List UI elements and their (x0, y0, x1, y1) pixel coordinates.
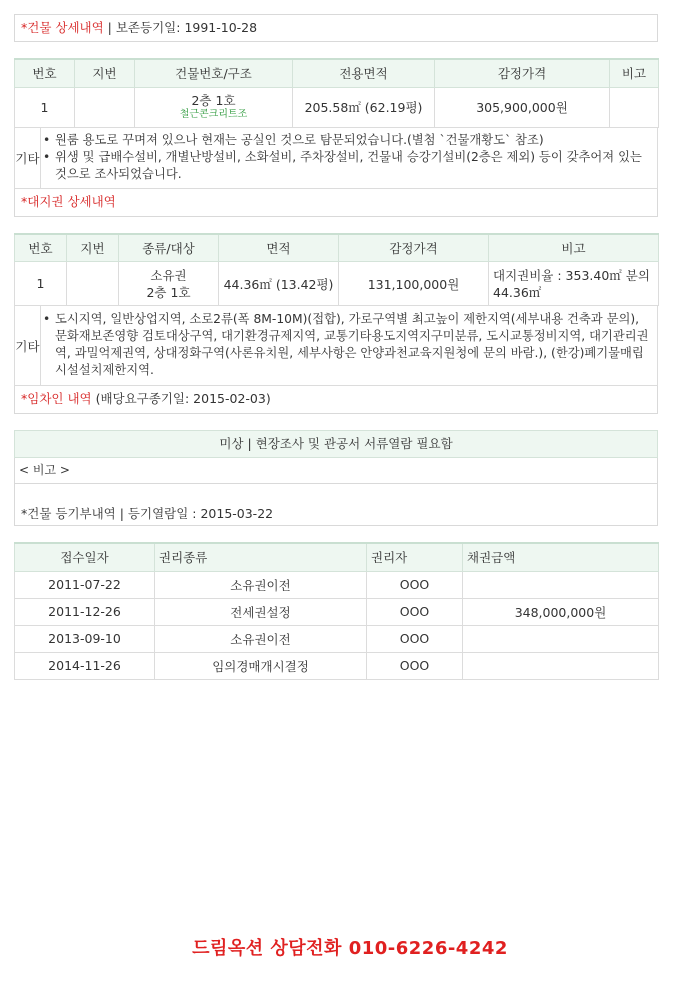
star-marker: * (21, 193, 28, 209)
cell-holder: OOO (367, 598, 463, 625)
cell-lot (75, 87, 135, 127)
cell-kind: 임의경매개시결정 (155, 652, 367, 679)
star-marker: * (21, 20, 28, 35)
etc-list (41, 306, 657, 385)
cell-date: 2011-07-22 (15, 571, 155, 598)
etc-label: 기타 (15, 128, 41, 188)
col-header-amount: 채권금액 (463, 543, 659, 571)
building-section-header (14, 14, 658, 42)
structure-text: 철근콘크리트조 (179, 109, 248, 120)
table-row (15, 625, 659, 652)
remark-label: < 비고 > (19, 463, 70, 477)
col-header-no: 번호 (15, 59, 75, 87)
col-header-area: 면적 (219, 234, 339, 262)
separator: | (115, 506, 128, 521)
registry-detail: 등기열람일 : 2015-03-22 (127, 506, 274, 521)
col-header-no: 번호 (15, 234, 67, 262)
lease-notice: 미상 | 현장조사 및 관공서 서류열람 필요함 (14, 430, 658, 458)
reg-label: 보존등기일: (115, 20, 181, 35)
unit-text: 2층 1호 (191, 93, 236, 108)
cell-kind: 전세권설정 (155, 598, 367, 625)
etc-list (41, 128, 657, 188)
type-text: 소유권 (150, 267, 187, 283)
cell-amount (463, 625, 659, 652)
list-item: • 도시지역, 일반상업지역, 소로2류(폭 8M-10M)(접합), 가로구역별 최고높이 제한지역(세부내용 건축과 문의), 문화재보존영향 검토대상구역, 대기환경규제지역, 교통기타용도지역지구미분류, 도시교통정비지역, 대기관리권역, 과밀억제권역, 상대정화구역(사론유치원, 세부사항은 안양과천교육지원청에 문의 바람.), (한강)폐기물매립시설설치제한지역. (43, 311, 651, 379)
col-header-note: 비고 (610, 59, 659, 87)
cell-holder: OOO (367, 652, 463, 679)
col-header-note: 비고 (489, 234, 659, 262)
col-header-lot: 지번 (67, 234, 119, 262)
cell-price: 131,100,000원 (339, 262, 489, 306)
col-header-holder: 권리자 (367, 543, 463, 571)
note-line1: 대지권비율 : 353.40㎡ 분의 (493, 267, 650, 283)
col-header-date: 접수일자 (15, 543, 155, 571)
remark-row (14, 458, 658, 484)
registry-section-header-box (14, 484, 658, 526)
col-header-unit: 건물번호/구조 (135, 59, 293, 87)
cell-amount (463, 652, 659, 679)
building-section-title: 건물 상세내역 (27, 20, 104, 35)
col-header-area: 전용면적 (293, 59, 435, 87)
registry-section-header (21, 504, 273, 522)
col-header-lot: 지번 (75, 59, 135, 87)
cell-amount: 348,000,000원 (463, 598, 659, 625)
cell-no: 1 (15, 262, 67, 306)
cell-kind: 소유권이전 (155, 571, 367, 598)
cell-date: 2011-12-26 (15, 598, 155, 625)
cell-area: 44.36㎡ (13.42평) (219, 262, 339, 306)
table-row (15, 652, 659, 679)
table-row (15, 571, 659, 598)
land-table (14, 233, 659, 307)
cell-lot (67, 262, 119, 306)
land-section-title: 대지권 상세내역 (27, 193, 116, 209)
cell-price: 305,900,000원 (435, 87, 610, 127)
building-table (14, 58, 659, 128)
registry-section-title: 건물 등기부내역 (27, 506, 116, 521)
star-marker: * (21, 391, 28, 406)
building-etc (14, 128, 658, 189)
table-row (15, 87, 659, 127)
target-text: 2층 1호 (146, 284, 191, 300)
cell-date: 2014-11-26 (15, 652, 155, 679)
cell-holder: OOO (367, 571, 463, 598)
lease-section-header (14, 386, 658, 414)
cell-note (610, 87, 659, 127)
reg-date: 1991-10-28 (184, 20, 258, 35)
separator: | (103, 20, 116, 35)
cell-type (119, 262, 219, 306)
table-row (15, 598, 659, 625)
col-header-price: 감정가격 (339, 234, 489, 262)
cell-holder: OOO (367, 625, 463, 652)
lease-detail: (배당요구종기일: 2015-02-03) (91, 391, 271, 406)
star-marker: * (21, 506, 28, 521)
cell-unit (135, 87, 293, 127)
table-row (15, 262, 659, 306)
registry-table (14, 542, 659, 680)
land-etc (14, 306, 658, 386)
col-header-kind: 권리종류 (155, 543, 367, 571)
cell-area: 205.58㎡ (62.19평) (293, 87, 435, 127)
cell-kind: 소유권이전 (155, 625, 367, 652)
etc-label: 기타 (15, 306, 41, 385)
cell-note (489, 262, 659, 306)
col-header-type: 종류/대상 (119, 234, 219, 262)
note-line2: 44.36㎡ (493, 284, 542, 300)
cell-date: 2013-09-10 (15, 625, 155, 652)
consult-phone-banner[interactable]: 드림옥션 상담전화 010-6226-4242 (192, 938, 508, 959)
list-item: • 원룸 용도로 꾸며져 있으나 현재는 공실인 것으로 탐문되었습니다.(별첨 `건물개황도` 참조) (43, 132, 651, 149)
cell-no: 1 (15, 87, 75, 127)
land-section-header (14, 189, 658, 217)
list-item: • 위생 및 급배수설비, 개별난방설비, 소화설비, 주차장설비, 건물내 승강기설비(2층은 제외) 등이 갖추어져 있는 것으로 조사되었습니다. (43, 149, 651, 183)
lease-section-title: 임차인 내역 (27, 391, 92, 406)
cell-amount (463, 571, 659, 598)
col-header-price: 감정가격 (435, 59, 610, 87)
